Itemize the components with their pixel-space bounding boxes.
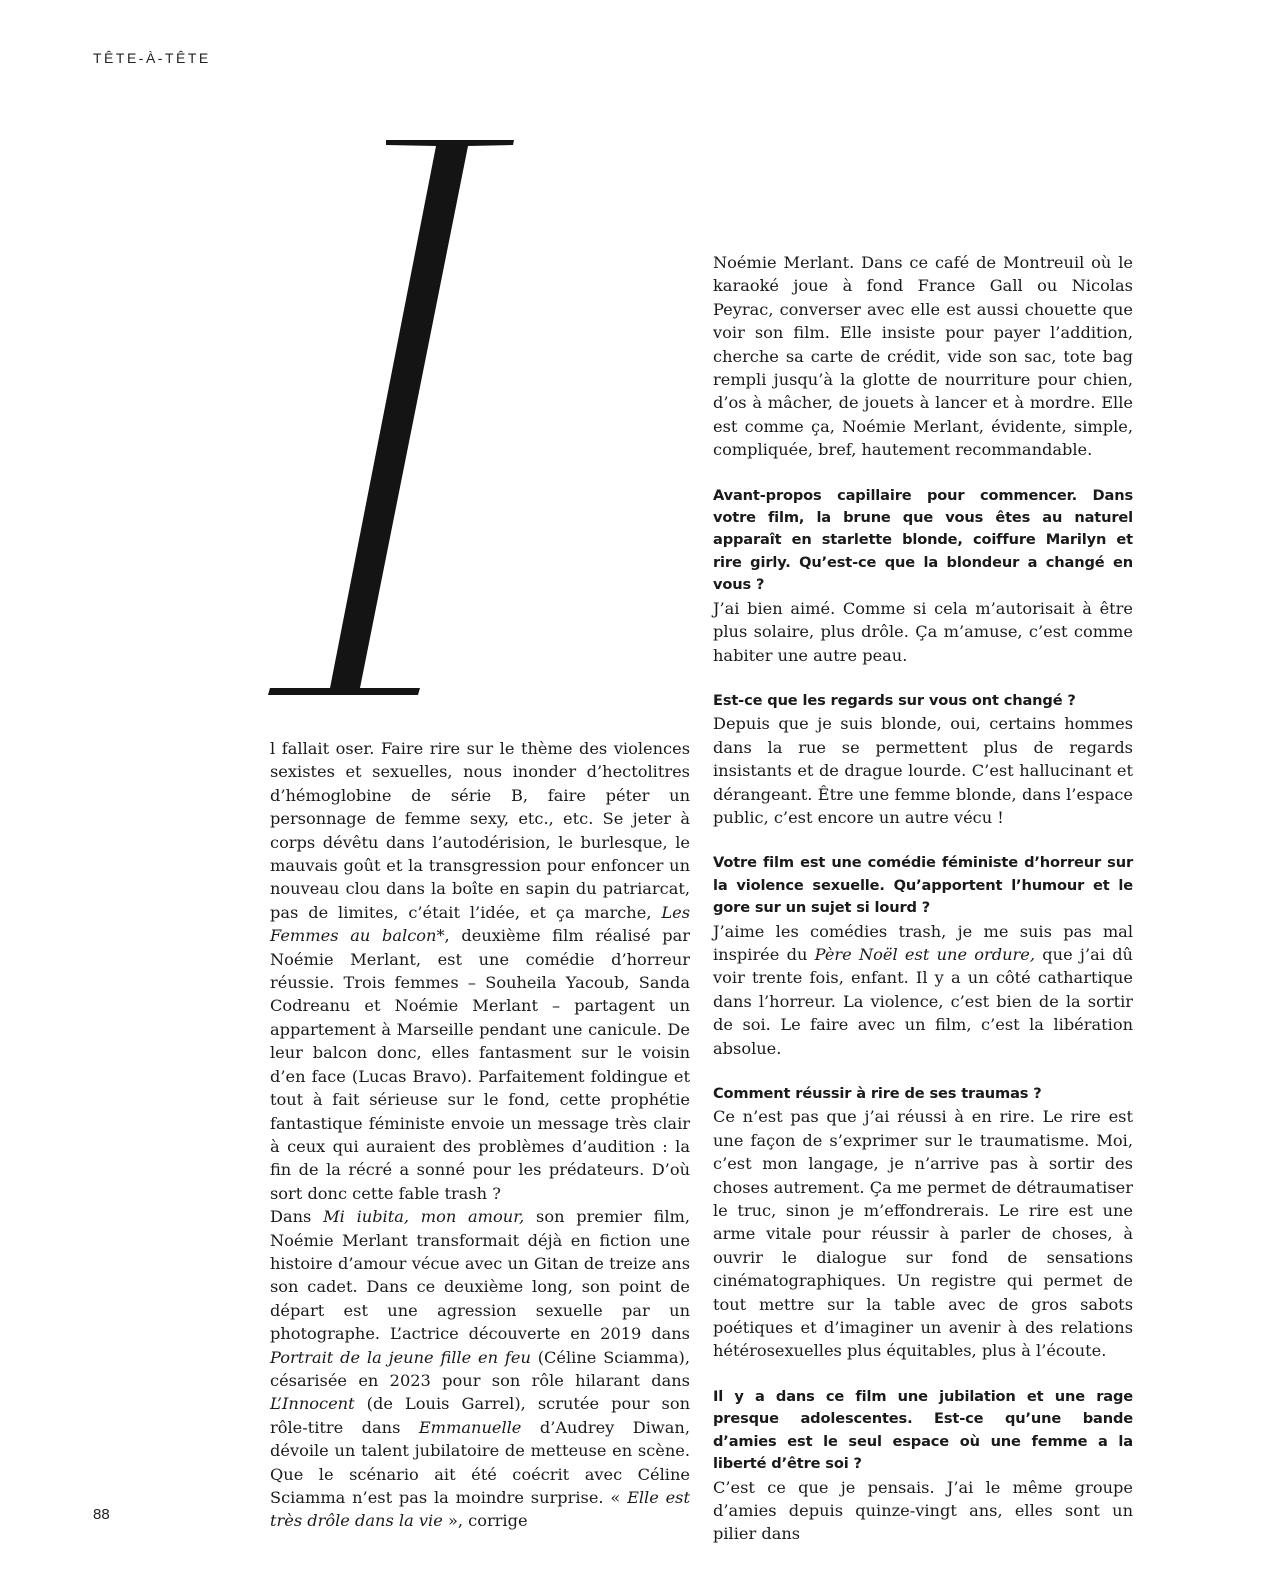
interview-answer: J’aime les comédies trash, je me suis pas mal inspirée du Père Noël est une ordure, que j’ai dû voir trente fois, enfant. Il y a un côté cathartique dans l’horreur. La violence, c’est bien de la sortir de soi. Le faire avec un film, c’est la libération absolue. xyxy=(713,921,1133,1058)
film-title: Les Femmes au balcon xyxy=(270,902,690,946)
intro-paragraph: Noémie Merlant. Dans ce café de Montreuil où le karaoké joue à fond France Gall ou Nicolas Peyrac, converser avec elle est aussi chouette que voir son film. Elle insiste pour payer l’addition, cherche sa carte de crédit, vide son sac, tote bag rempli jusqu’à la glotte de nourriture pour chien, d’os à mâcher, de jouets à lancer et à mordre. Elle est comme ça, Noémie Merlant, évidente, simple, compliquée, bref, hautement recommandable. xyxy=(713,253,1133,460)
article-right-column xyxy=(713,251,1133,1546)
interview-answer: Ce n’est pas que j’ai réussi à en rire. Le rire est une façon de s’exprimer sur le traumatisme. Moi, c’est mon langage, je n’arrive pas à sortir des choses autrement. Ça me permet de détraumatiser le truc, sinon je m’effondrerais. Le rire est une arme vitale pour réussir à parler de choses, à ouvrir le dialogue sur fond de sensations cinématographiques. Un registre qui permet de tout mettre sur la table avec de gros sabots poétiques et d’imaginer un avenir à des relations hétérosexuelles plus équitables, plus à l’écoute. xyxy=(713,1107,1133,1361)
page-number: 88 xyxy=(93,1506,110,1523)
interview-question: Comment réussir à rire de ses traumas ? xyxy=(713,1085,1042,1102)
section-rubric: TÊTE-À-TÊTE xyxy=(93,50,211,66)
interview-question: Votre film est une comédie féministe d’horreur sur la violence sexuelle. Qu’apportent l’humour et le gore sur un sujet si lourd ? xyxy=(713,854,1133,917)
interview-answer: Depuis que je suis blonde, oui, certains hommes dans la rue se permettent plus de regards insistants et de drague lourde. C’est hallucinant et dérangeant. Être une femme blonde, dans l’espace public, c’est encore un autre vécu ! xyxy=(713,714,1133,827)
interview-question: Il y a dans ce film une jubilation et une rage presque adolescentes. Est-ce qu’une bande d’amies est le seul espace où une femme a la liberté d’être soi ? xyxy=(713,1387,1133,1473)
interview-answer: J’ai bien aimé. Comme si cela m’autorisait à être plus solaire, plus drôle. Ça m’amuse, c’est comme habiter une autre peau. xyxy=(713,598,1133,665)
interview-answer: C’est ce que je pensais. J’ai le même groupe d’amies depuis quinze-vingt ans, elles sont un pilier dans xyxy=(713,1477,1133,1544)
article-paragraph: Dans Mi iubita, mon amour, son premier film, Noémie Merlant transformait déjà en fiction une histoire d’amour vécue avec un Gitan de treize ans son cadet. Dans ce deuxième long, son point de départ est une agression sexuelle par un photographe. L’actrice découverte en 2019 dans Portrait de la jeune fille en feu (Céline Sciamma), césarisée en 2023 pour son rôle hilarant dans L’Innocent (de Louis Garrel), scrutée pour son rôle-titre dans Emmanuelle d’Audrey Diwan, dévoile un talent jubilatoire de metteuse en scène. Que le scénario ait été coécrit avec Céline Sciamma n’est pas la moindre surprise. « Elle est très drôle dans la vie », corrige xyxy=(270,1207,690,1531)
interview-question: Avant-propos capillaire pour commencer. Dans votre film, la brune que vous êtes au naturel apparaît en starlette blonde, coiffure Marilyn et rire girly. Qu’est-ce que la blondeur a changé en vous ? xyxy=(713,486,1133,594)
article-opening-paragraph: l fallait oser. Faire rire sur le thème des violences sexistes et sexuelles, nous inonder d’hectolitres d’hémoglobine de série B, faire péter un personnage de femme sexy, etc., etc. Se jeter à corps dévêtu dans l’autodérision, le burlesque, le mauvais goût et la transgression pour enfoncer un nouveau clou dans la boîte en sapin du patriarcat, pas de limites, c’était l’idée, et ça marche, Les Femmes au balcon*, deuxième film réalisé par Noémie Merlant, est une comédie d’horreur réussie. Trois femmes – Souheila Yacoub, Sanda Codreanu et Noémie Merlant – partagent un appartement à Marseille pendant une canicule. De leur balcon donc, elles fantasment sur le voisin d’en face (Lucas Bravo). Parfaitement foldingue et tout à fait sérieuse sur le fond, cette prophétie fantastique féministe envoie un message très clair à ceux qui auraient des problèmes d’audition : la fin de la récré a sonné pour les prédateurs. D’où sort donc cette fable trash ? xyxy=(270,739,690,1203)
drop-cap-letter-i xyxy=(268,140,518,700)
article-left-column xyxy=(270,737,690,1533)
interview-question: Est-ce que les regards sur vous ont changé ? xyxy=(713,691,1076,709)
